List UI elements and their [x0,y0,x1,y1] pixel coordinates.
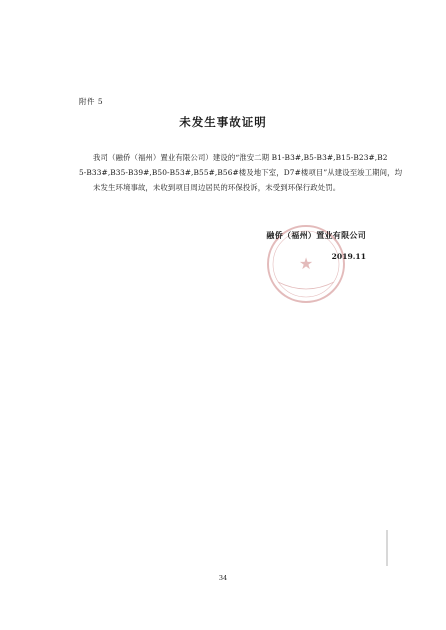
body-paragraph [79,150,403,195]
attachment-label: 附件 5 [79,97,104,106]
document-title: 未发生事故证明 [179,115,267,129]
svg-text:★: ★ [298,254,314,273]
company-signature: 融侨（福州）置业有限公司 [266,230,366,240]
signature-date: 2019.11 [331,252,366,261]
body-line-2: 5-B33#,B35-B39#,B50-B53#,B55#,B56#楼及地下室，D7#楼项目”从建设至竣工期间，均 [79,168,403,177]
page-number: 34 [218,574,228,582]
body-line-1: 我司（融侨（福州）置业有限公司）建设的“淮安二期 B1-B3#,B5-B3#,B15-B23#,B2 [93,153,388,162]
scan-edge-mark [386,530,388,566]
body-line-3: 未发生环境事故，未收到项目周边居民的环保投诉，未受到环保行政处罚。 [93,183,341,192]
